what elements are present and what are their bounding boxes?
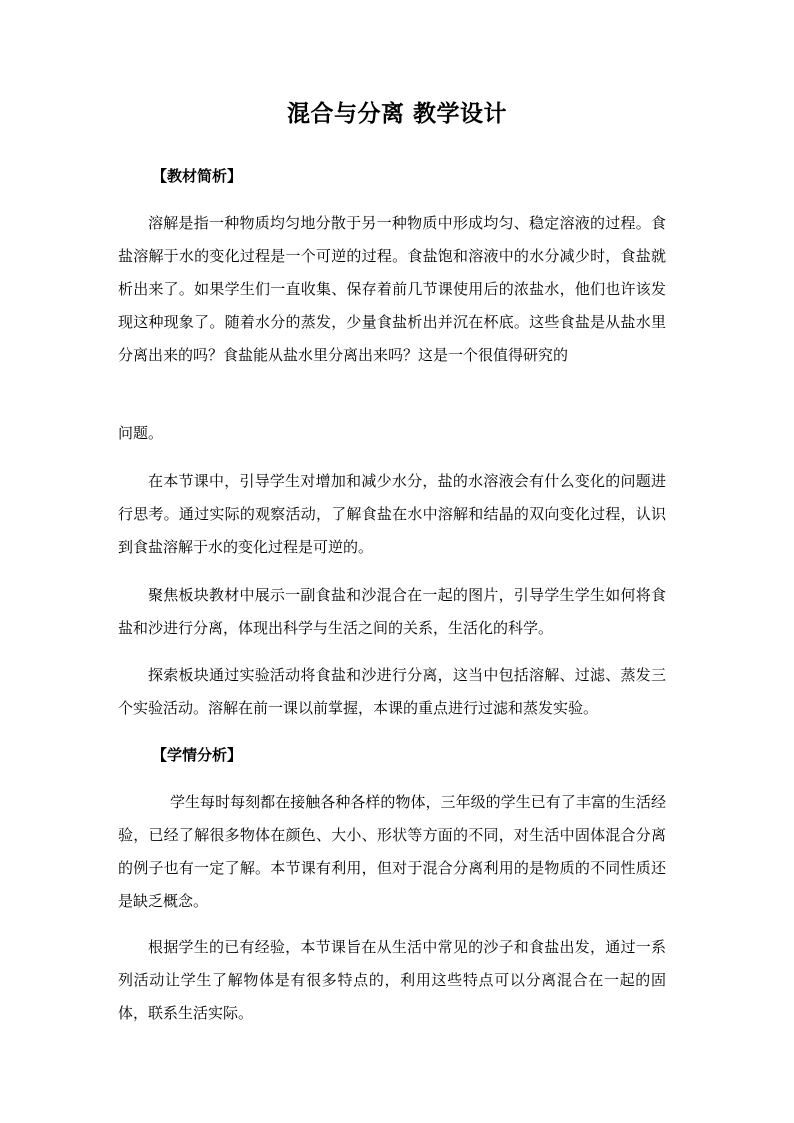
section-heading-textbook-analysis: 【教材简析】: [152, 167, 243, 185]
document-title: 混合与分离 教学设计: [286, 100, 507, 127]
paragraph-lesson-guidance: 在本节课中，引导学生对增加和减少水分，盐的水溶液会有什么变化的问题进行思考。通过实际的观察活动，了解食盐在水中溶解和结晶的双向变化过程，认识到食盐溶解于水的变化过程是可逆的。: [118, 472, 666, 556]
paragraph-lesson-purpose: 根据学生的已有经验，本节课旨在从生活中常见的沙子和食盐出发，通过一系列活动让学生了解物体是有很多特点的，利用这些特点可以分离混合在一起的固体，联系生活实际。: [118, 938, 666, 1022]
paragraph-focus-section: 聚焦板块教材中展示一副食盐和沙混合在一起的图片，引导学生学生如何将食盐和沙进行分离，体现出科学与生活之间的关系，生活化的科学。: [118, 586, 666, 637]
paragraph-student-experience: 学生每时每刻都在接触各种各样的物体，三年级的学生已有了丰富的生活经验，已经了解很多物体在颜色、大小、形状等方面的不同，对生活中固体混合分离的例子也有一定了解。本节课有利用，但对于混合分离利用的是物质的不同性质还是缺乏概念。: [118, 793, 666, 910]
paragraph-question-end: 问题。: [118, 424, 164, 442]
paragraph-explore-section: 探索板块通过实验活动将食盐和沙进行分离，这当中包括溶解、过滤、蒸发三个实验活动。溶解在前一课以前掌握，本课的重点进行过滤和蒸发实验。: [118, 666, 666, 717]
paragraph-dissolution-intro: 溶解是指一种物质均匀地分散于另一种物质中形成均匀、稳定溶液的过程。食盐溶解于水的变化过程是一个可逆的过程。食盐饱和溶液中的水分减少时，食盐就析出来了。如果学生们一直收集、保存着前几节课使用后的浓盐水，他们也许该发现这种现象了。随着水分的蒸发，少量食盐析出并沉在杯底。这些食盐是从盐水里分离出来的吗？食盐能从盐水里分离出来吗？这是一个很值得研究的: [118, 214, 666, 364]
section-heading-student-analysis: 【学情分析】: [152, 746, 243, 764]
